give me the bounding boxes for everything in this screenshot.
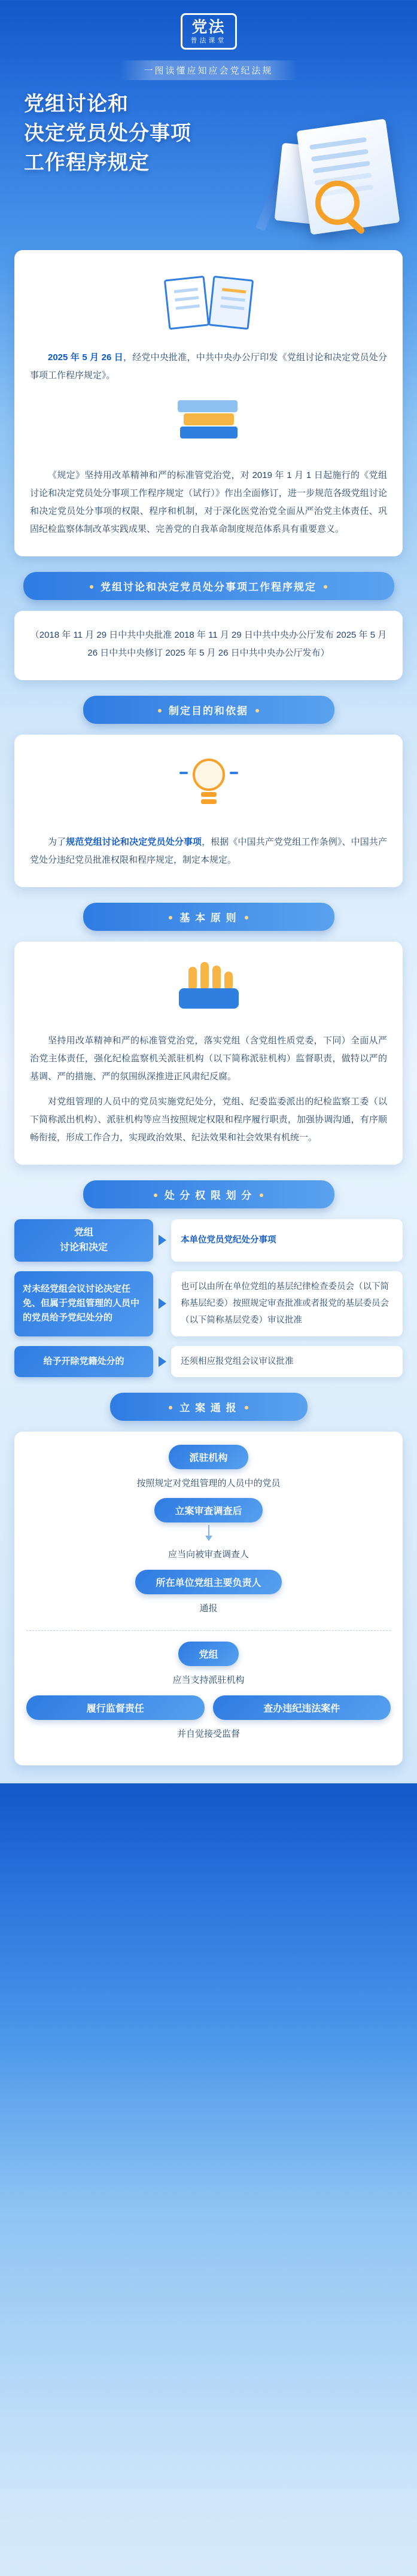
- bulb-glass-icon: [193, 759, 225, 791]
- intro-card: [14, 250, 403, 556]
- page-title-line-2: 决定党员处分事项: [24, 121, 191, 145]
- lightbulb-icon: [176, 754, 242, 820]
- intro-paragraph-1: [30, 349, 387, 385]
- section-banner-filing: [110, 1393, 308, 1421]
- banner-dot-left-icon: [169, 916, 172, 919]
- hand-book-icon: [173, 961, 245, 1018]
- open-book-icon: [164, 269, 254, 335]
- section-banner-overview-label: 党组讨论和决定党员处分事项工作程序规定: [101, 581, 316, 593]
- page-title-line-3: 工作程序规定: [24, 151, 150, 175]
- banner-dot-left-icon: [90, 585, 93, 589]
- purpose-card: [14, 735, 403, 887]
- authority-party-group-sub: 讨论和决定: [59, 1243, 108, 1253]
- flow-divider: [26, 1630, 391, 1631]
- section-banner-principles-label: 基 本 原 则: [179, 912, 238, 924]
- overview-card: [14, 611, 403, 680]
- filing-flow-chart: [14, 1432, 403, 1766]
- authority-row-1-right-text: 本单位党员党纪处分事项: [181, 1235, 276, 1246]
- finger-4-icon: [224, 972, 233, 991]
- principles-card: [14, 942, 403, 1165]
- flow-text-2: 应当向被审查调查人: [168, 1549, 249, 1560]
- banner-dot-left-icon: [154, 1193, 157, 1197]
- stacked-books-icon: [173, 395, 245, 453]
- section-banner-overview: [23, 572, 394, 600]
- banner-dot-right-icon: [245, 1406, 248, 1409]
- banner-dot-left-icon: [169, 1406, 172, 1409]
- authority-row-1-left: [14, 1219, 153, 1262]
- section-banner-principles: [83, 903, 334, 931]
- overview-text: （2018 年 11 月 29 日中共中央批准 2018 年 11 月 29 日中共中央办公厅发布 2025 年 5 月 26 日中共中央修订 2025 年 5 月 26 日中共中央办公厅发布）: [30, 629, 387, 658]
- authority-party-group-pill: [14, 1219, 153, 1262]
- authority-section: [14, 1219, 403, 1377]
- authority-arrow-3-icon: [153, 1346, 171, 1377]
- hand-palm-icon: [179, 988, 239, 1009]
- intro-paragraph-1-rest: ，经党中央批准，中共中央办公厅印发《党组讨论和决定党员处分事项工作程序规定》。: [30, 352, 387, 380]
- authority-row-3-right: 还须相应报党组会议审议批准: [171, 1346, 403, 1377]
- flow-node-supervision-duty: 履行监督责任: [26, 1695, 205, 1720]
- bulb-illustration: [30, 754, 387, 823]
- bulb-ray-left-icon: [179, 772, 188, 774]
- flow-text-5: 并自觉接受监督: [176, 1728, 240, 1739]
- authority-row-2-left: 对未经党组会议讨论决定任免、但属于党组管理的人员中的党员给予党纪处分的: [14, 1271, 153, 1336]
- bulb-base-icon: [201, 792, 217, 797]
- logo-area: [0, 0, 417, 50]
- authority-row-1-right: [171, 1219, 403, 1262]
- bulb-ray-right-icon: [230, 772, 238, 774]
- book-left-page-icon: [163, 275, 209, 330]
- hand-illustration: [30, 961, 387, 1021]
- logo-main-text: 党法: [191, 18, 226, 36]
- banner-dot-right-icon: [260, 1193, 263, 1197]
- purpose-text-prefix: 为了: [48, 836, 66, 847]
- finger-3-icon: [212, 966, 221, 991]
- flow-two-nodes: [26, 1695, 391, 1720]
- banner-dot-right-icon: [255, 709, 259, 712]
- principles-paragraph-2: 对党组管理的人员中的党员实施党纪处分，党组、纪委监委派出的纪检监察工委（以下简称派出机构）、派驻机构等应当按照规定权限和程序履行职责，加强协调沟通，有序顺畅衔接，形成工作合力，实现政治效果、纪法效果和社会效果有机统一。: [30, 1096, 387, 1143]
- principles-paragraph-1: 坚持用改革精神和严的标准管党治党，落实党组（含党组性质党委，下同）全面从严治党主体责任，强化纪检监察机关派驻机构（以下简称派驻机构）监督职责，做特以严的基调、严的措施、严的氛围纵深推进正风肃纪反腐。: [30, 1035, 387, 1082]
- section-banner-authority: [83, 1180, 334, 1208]
- books-illustration: [30, 395, 387, 456]
- purpose-text-highlight: 规范党组讨论和决定党员处分事项: [66, 836, 202, 847]
- page-title-line-1: 党组讨论和: [24, 92, 129, 115]
- banner-dot-right-icon: [324, 585, 327, 589]
- ribbon-text: 一图读懂应知应会党纪法规: [120, 60, 297, 80]
- authority-row-2-right: 也可以由所在单位党组的基层纪律检查委员会（以下简称基层纪委）按照规定审查批准或者报党的基层委员会（以下简称基层党委）审议批准: [171, 1271, 403, 1336]
- flow-node-investigation: 立案审查调查后: [154, 1498, 262, 1523]
- authority-arrow-1-icon: [153, 1219, 171, 1262]
- section-banner-filing-label: 立 案 通 报: [179, 1402, 238, 1414]
- authority-row-3: [14, 1346, 403, 1377]
- flow-arrow-1-icon: [208, 1525, 209, 1540]
- intro-date: 2025 年 5 月 26 日: [48, 352, 123, 363]
- hero-illustration: [0, 178, 417, 250]
- purpose-text: [30, 833, 387, 869]
- finger-2-icon: [200, 962, 209, 991]
- authority-row-2: [14, 1271, 403, 1336]
- ribbon-area: [0, 60, 417, 80]
- brand-logo: [181, 13, 237, 50]
- section-banner-authority-label: 处 分 权 限 划 分: [164, 1189, 253, 1201]
- banner-dot-right-icon: [245, 916, 248, 919]
- flow-node-dispatch-agency: 派驻机构: [169, 1445, 248, 1469]
- flow-node-unit-leader: 所在单位党组主要负责人: [135, 1570, 281, 1594]
- authority-party-group-label: 党组: [74, 1227, 93, 1238]
- logo-sub-text: 普法课堂: [190, 36, 227, 44]
- purpose-text-rest: ，根据《中国共产党党组工作条例》、中国共产党处分违纪党员批准权限和程序规定，制定本规定。: [30, 836, 387, 865]
- magnifier-icon: [315, 181, 360, 225]
- flow-text-4: 应当支持派驻机构: [172, 1675, 245, 1686]
- authority-row-1: [14, 1219, 403, 1262]
- flow-text-3: 通报: [199, 1603, 218, 1613]
- finger-1-icon: [188, 967, 197, 991]
- book-right-page-icon: [208, 275, 253, 330]
- flow-node-case-handling: 查办违纪违法案件: [213, 1695, 391, 1720]
- section-banner-purpose-label: 制定目的和依据: [169, 705, 248, 717]
- authority-arrow-2-icon: [153, 1271, 171, 1336]
- section-banner-purpose: [83, 696, 334, 724]
- flow-node-party-group: 党组: [178, 1642, 238, 1666]
- open-book-illustration: [30, 269, 387, 338]
- intro-paragraph-2: 《规定》坚持用改革精神和严的标准管党治党，对 2019 年 1 月 1 日起施行的《党组讨论和决定党员处分事项工作程序规定（试行）》作出全面修订，进一步规范各级党组讨论和决定党员处分事项的权限、程序和机制，对于深化医党治党全面从严治党主体责任、巩固纪检监察体制改革实践成果、完善党的自我革命制度规范体系具有重要意义。: [30, 470, 387, 534]
- flow-text-1: 按照规定对党组管理的人员中的党员: [136, 1478, 281, 1488]
- authority-row-3-left: 给予开除党籍处分的: [14, 1346, 153, 1377]
- banner-dot-left-icon: [158, 709, 162, 712]
